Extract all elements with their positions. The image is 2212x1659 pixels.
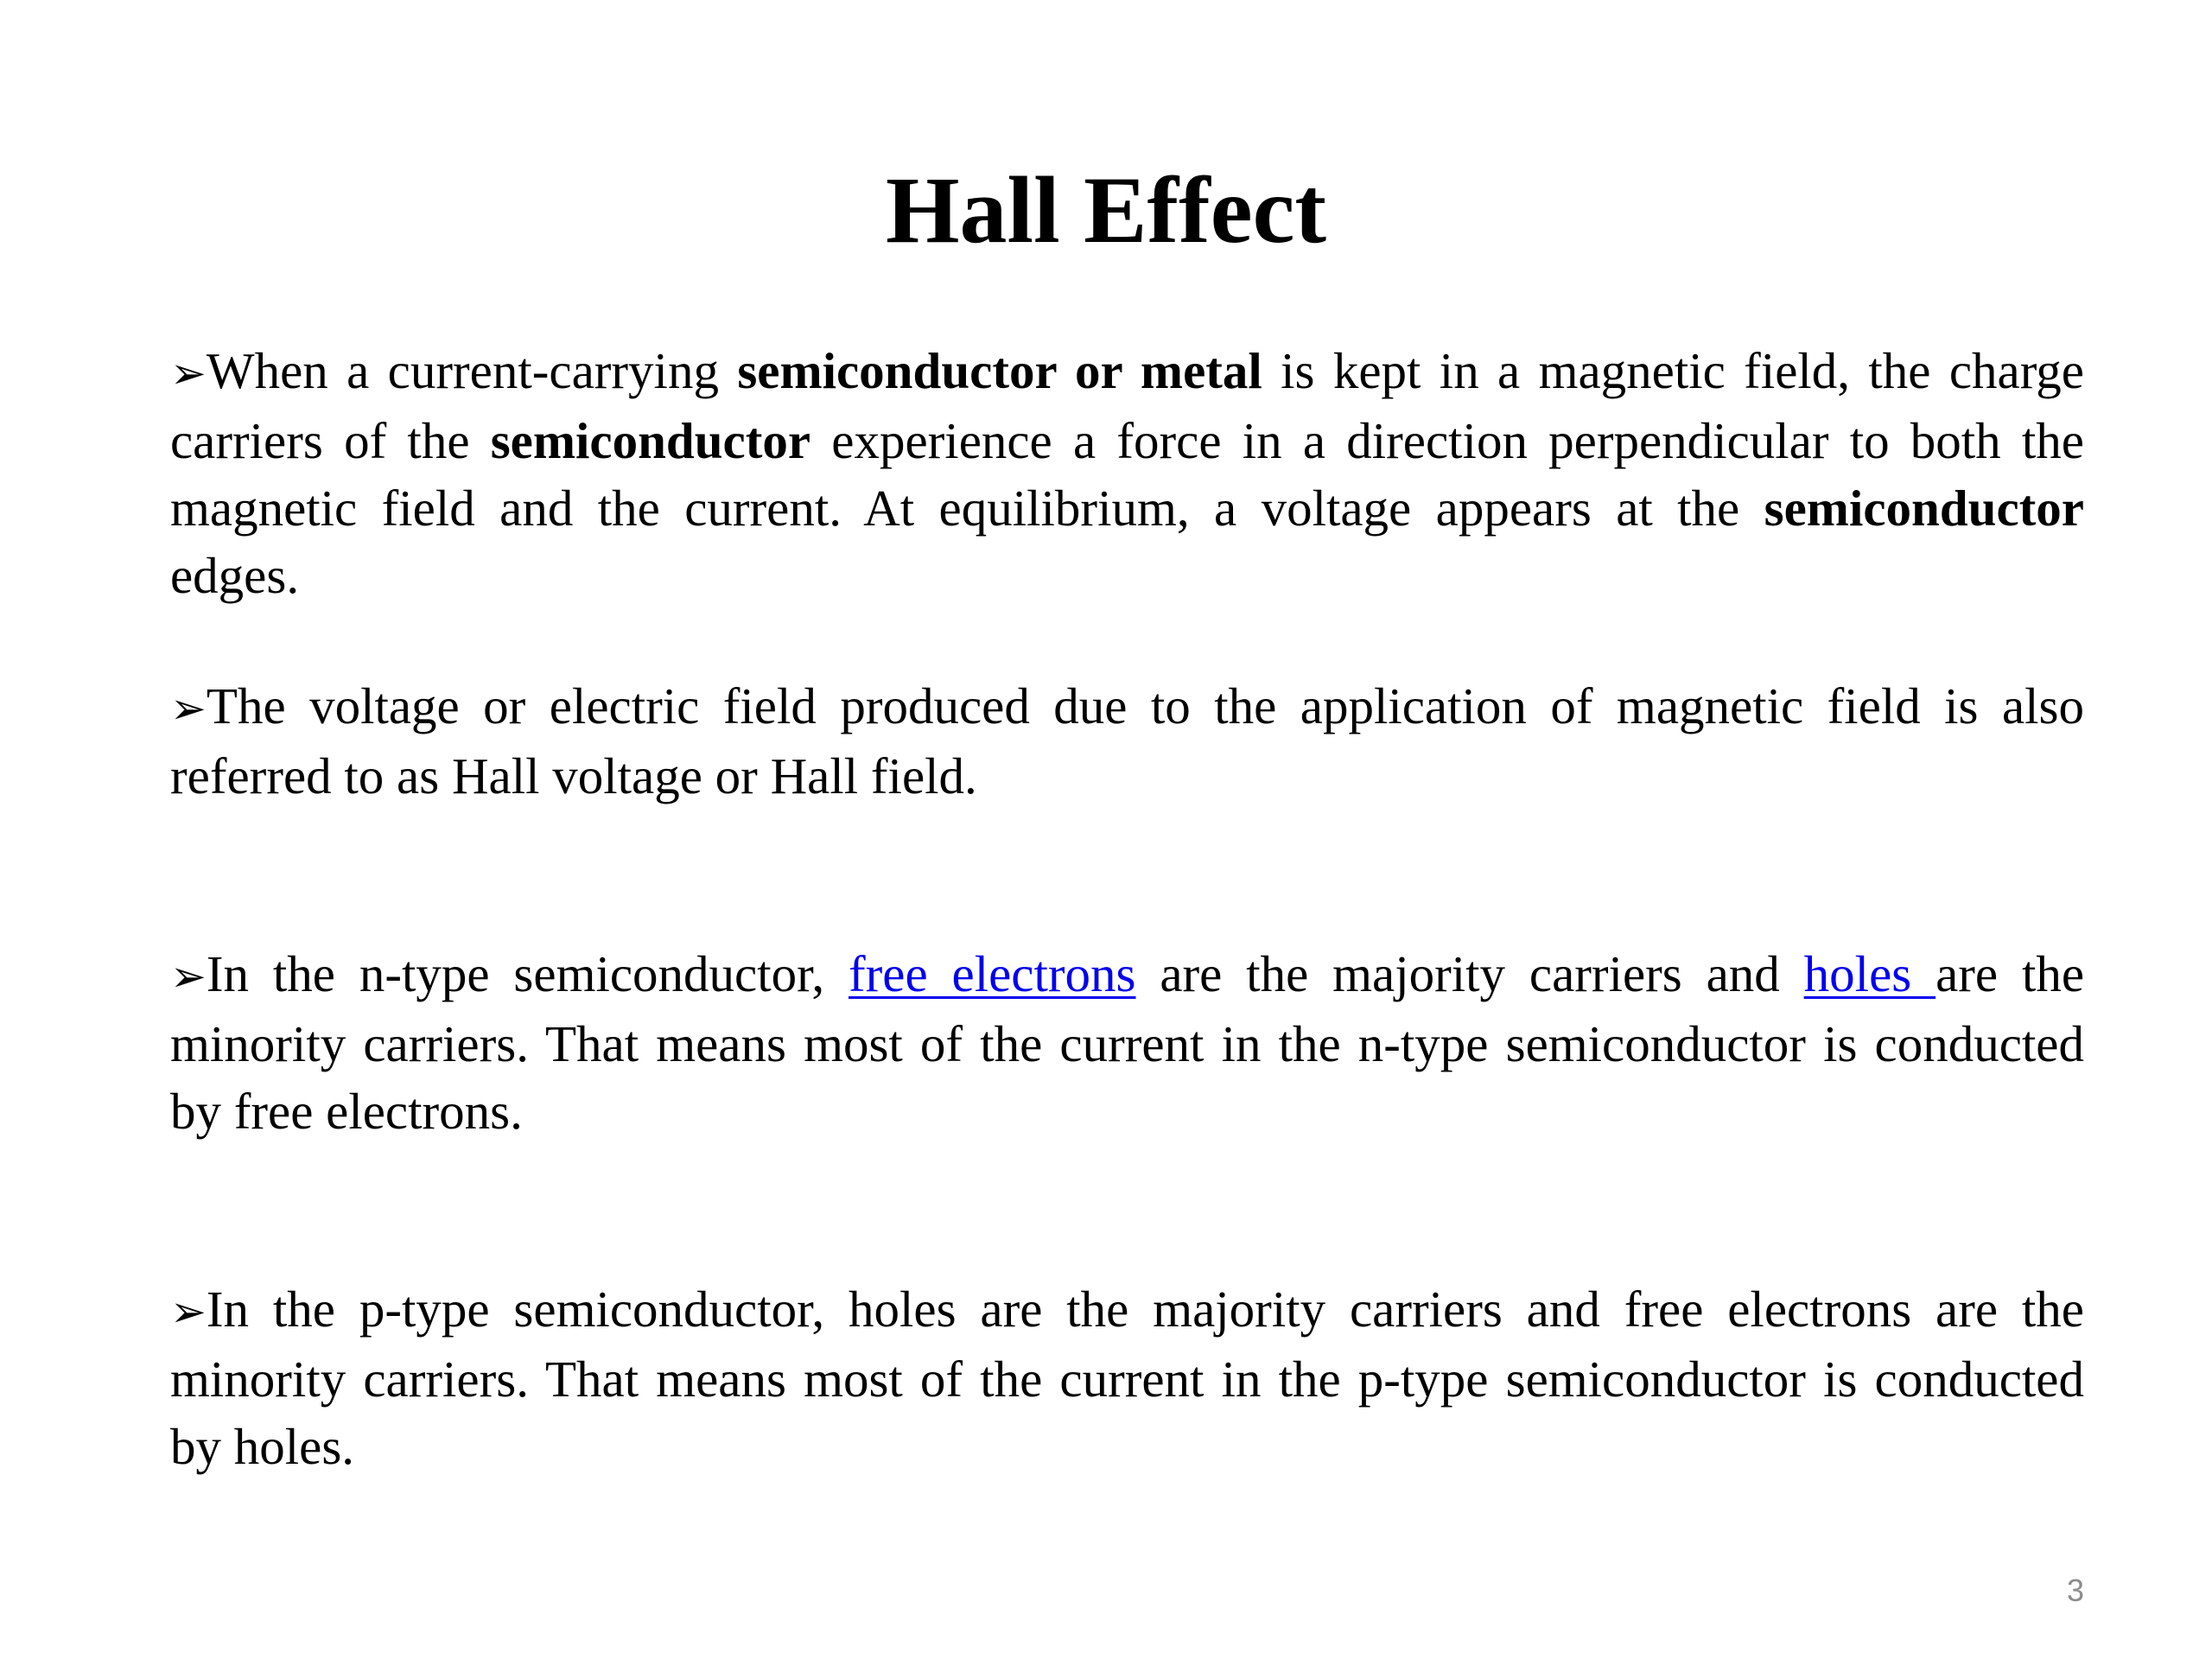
holes-link[interactable]: holes: [1803, 945, 1936, 1002]
paragraph-text: are the minority carriers. That means most of the current in the n-type semiconductor is conducted by free electrons.: [170, 945, 2085, 1140]
paragraph-text: In the n-type semiconductor,: [206, 945, 849, 1002]
bullet-paragraph-3: [170, 940, 2084, 1145]
bullet-paragraph-1: [170, 337, 2084, 609]
paragraph-text: are the majority carriers and: [1135, 945, 1804, 1002]
bold-term: semiconductor or metal: [737, 342, 1262, 399]
bullet-paragraph-2: [170, 672, 2084, 810]
slide-title: Hall Effect: [885, 157, 1327, 263]
arrow-bullet-icon: ➢: [170, 1287, 207, 1337]
paragraph-text: The voltage or electric field produced due to the application of magnetic field is also referred to as Hall voltage or Hall field.: [170, 677, 2084, 804]
paragraph-text: edges.: [170, 547, 300, 604]
paragraph-text: In the p-type semiconductor, holes are the majority carriers and free electrons are the minority carriers. That means most of the current in the p-type semiconductor is conducted by holes.: [170, 1281, 2084, 1475]
bold-term: semiconductor: [1764, 480, 2084, 537]
arrow-bullet-icon: ➢: [170, 348, 207, 398]
arrow-bullet-icon: ➢: [170, 951, 207, 1001]
arrow-bullet-icon: ➢: [170, 683, 207, 734]
paragraph-text: When a current-carrying: [206, 342, 738, 399]
bullet-paragraph-4: [170, 1275, 2084, 1480]
page-number: 3: [2066, 1573, 2084, 1608]
paragraph-text: is kept in a magnetic field, the charge carriers of the: [170, 342, 2084, 469]
paragraph-text: experience a force in a direction perpendicular to both the magnetic field and the current. At equilibrium, a voltage appears at the: [170, 412, 2084, 537]
bold-term: semiconductor: [490, 412, 811, 469]
free-electrons-link[interactable]: free electrons: [849, 945, 1136, 1002]
